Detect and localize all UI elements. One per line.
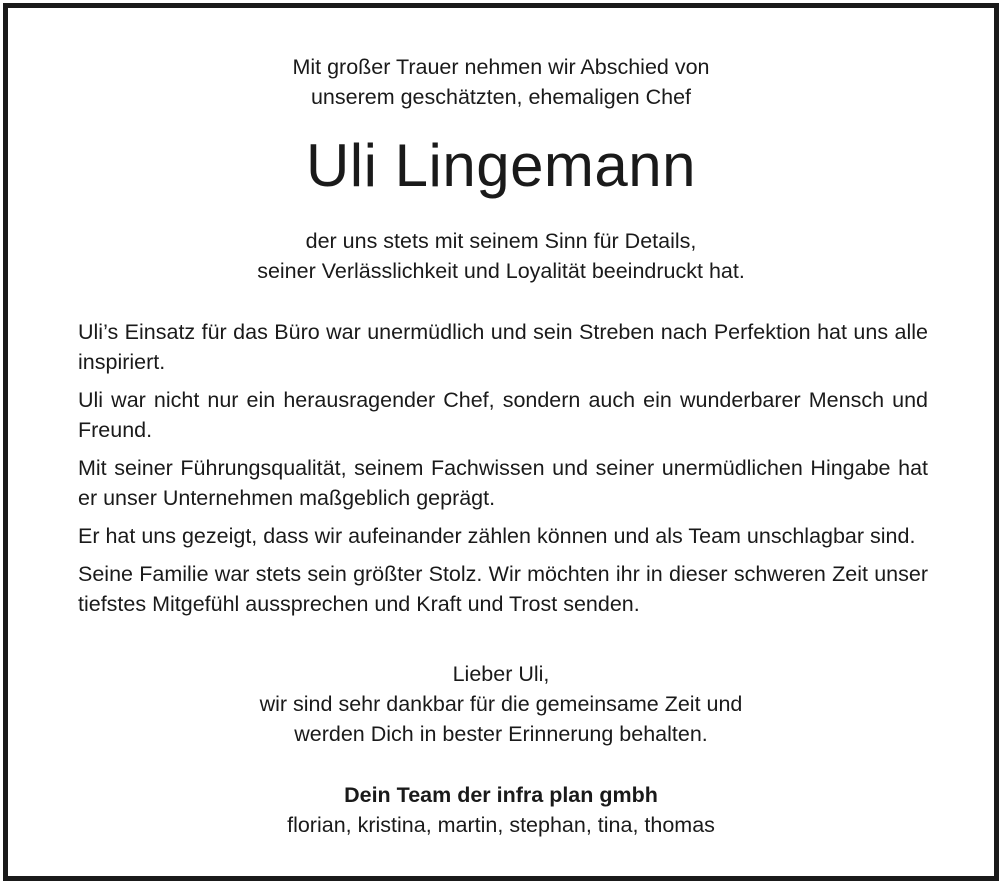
paragraph: Uli’s Einsatz für das Büro war unermüdlich und sein Streben nach Perfektion hat uns alle inspiriert.	[78, 320, 928, 374]
closing-line-3: werden Dich in bester Erinnerung behalten.	[294, 722, 708, 746]
tribute-text	[8, 226, 994, 286]
closing-line-2: wir sind sehr dankbar für die gemeinsame Zeit und	[259, 692, 743, 716]
body-text	[78, 317, 928, 627]
paragraph: Seine Familie war stets sein größter Stolz. Wir möchten ihr in dieser schweren Zeit unser tiefstes Mitgefühl aussprechen und Kraft und Trost senden.	[78, 562, 928, 616]
intro-line-1: Mit großer Trauer nehmen wir Abschied von	[292, 55, 710, 79]
tribute-line-1: der uns stets mit seinem Sinn für Details,	[305, 229, 697, 253]
closing-line-1: Lieber Uli,	[452, 662, 550, 686]
tribute-line-2: seiner Verlässlichkeit und Loyalität beeindruckt hat.	[257, 259, 745, 283]
paragraph: Mit seiner Führungsqualität, seinem Fachwissen und seiner unermüdlichen Hingabe hat er unser Unternehmen maßgeblich geprägt.	[78, 456, 928, 510]
deceased-name: Uli Lingemann	[305, 132, 697, 199]
intro-line-2: unserem geschätzten, ehemaligen Chef	[310, 85, 692, 109]
intro-text	[8, 52, 994, 112]
paragraph: Er hat uns gezeigt, dass wir aufeinander zählen können und als Team unschlagbar sind.	[78, 524, 916, 548]
signature-team: Dein Team der infra plan gmbh	[344, 783, 658, 807]
signature-names: florian, kristina, martin, stephan, tina, thomas	[287, 813, 715, 837]
closing-text	[8, 659, 994, 749]
obituary-notice	[3, 3, 999, 881]
paragraph: Uli war nicht nur ein herausragender Chef, sondern auch ein wunderbarer Mensch und Freund.	[78, 388, 928, 442]
signature	[8, 780, 994, 840]
